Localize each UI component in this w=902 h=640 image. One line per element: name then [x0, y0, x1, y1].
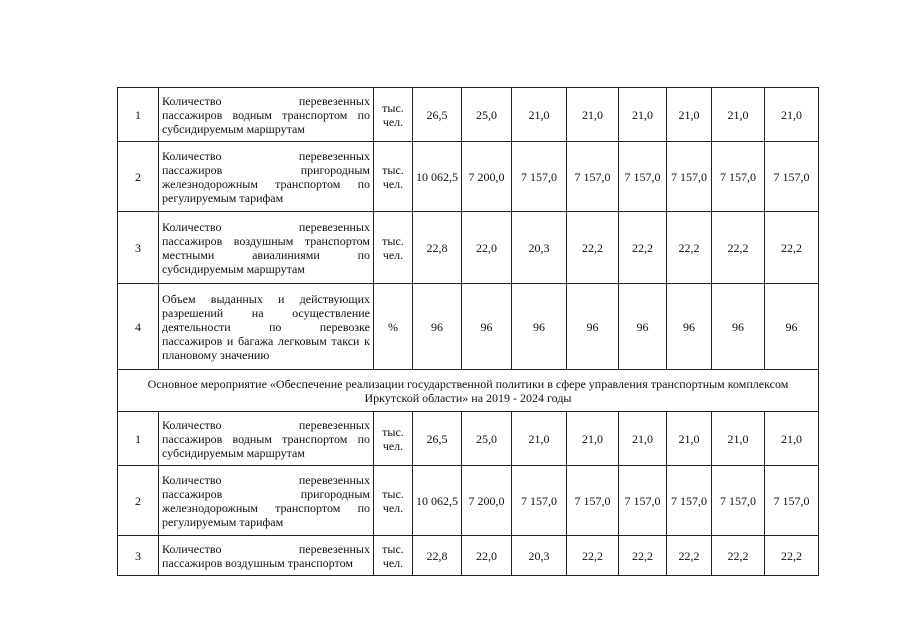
value-cell: 96: [667, 284, 712, 370]
indicator-name-line: Количество перевезенных: [162, 541, 370, 556]
value-cell: 22,2: [712, 536, 765, 576]
unit-cell: тыс. чел.: [374, 212, 413, 284]
indicator-name-line: пассажиров воздушным транспортом: [162, 233, 370, 248]
indicator-name-line: местными авиалиниями по: [162, 247, 370, 262]
value-cell: 96: [512, 284, 567, 370]
value-cell: 96: [567, 284, 619, 370]
value-cell: 22,2: [619, 212, 667, 284]
value-cell: 25,0: [462, 412, 512, 466]
row-number: 2: [118, 142, 159, 212]
indicator-name-line: пассажиров водным транспортом по субсидируемым маршрутам: [162, 431, 370, 460]
indicator-name-line: Количество перевезенных: [162, 472, 370, 487]
value-cell: 22,2: [765, 212, 819, 284]
value-cell: 7 157,0: [765, 142, 819, 212]
indicator-name: [159, 412, 374, 466]
indicator-name: [159, 284, 374, 370]
value-cell: 96: [462, 284, 512, 370]
value-cell: 22,2: [667, 536, 712, 576]
value-cell: 96: [712, 284, 765, 370]
indicator-name-line: пассажиров пригородным: [162, 486, 370, 501]
indicator-name-line: железнодорожным транспортом по регулируемым тарифам: [162, 500, 370, 529]
table-row: [118, 412, 819, 466]
value-cell: 7 157,0: [712, 466, 765, 536]
value-cell: 7 157,0: [567, 142, 619, 212]
value-cell: 20,3: [512, 536, 567, 576]
table-row: [118, 142, 819, 212]
unit-cell: тыс. чел.: [374, 142, 413, 212]
indicator-name-line: субсидируемым маршрутам: [162, 261, 305, 276]
table-row: [118, 88, 819, 142]
indicator-name-line: Количество перевезенных: [162, 219, 370, 234]
row-number: 4: [118, 284, 159, 370]
value-cell: 21,0: [619, 88, 667, 142]
indicator-name-line: пассажиров воздушным транспортом: [162, 555, 353, 570]
value-cell: 7 157,0: [512, 466, 567, 536]
value-cell: 22,0: [462, 536, 512, 576]
indicator-name-line: Объем выданных и действующих: [162, 291, 370, 306]
value-cell: 22,2: [619, 536, 667, 576]
value-cell: 7 157,0: [765, 466, 819, 536]
row-number: 3: [118, 212, 159, 284]
value-cell: 22,2: [567, 536, 619, 576]
unit-cell: %: [374, 284, 413, 370]
value-cell: 21,0: [765, 88, 819, 142]
indicator-name: [159, 466, 374, 536]
indicator-name-line: деятельности по перевозке: [162, 319, 370, 334]
indicator-name: [159, 88, 374, 142]
indicator-name-line: Количество перевезенных: [162, 93, 370, 108]
table-row: [118, 212, 819, 284]
value-cell: 7 157,0: [619, 142, 667, 212]
table-row: [118, 284, 819, 370]
value-cell: 21,0: [567, 412, 619, 466]
value-cell: 7 157,0: [512, 142, 567, 212]
value-cell: 96: [765, 284, 819, 370]
value-cell: 26,5: [413, 88, 462, 142]
indicator-name-line: железнодорожным транспортом по регулируемым тарифам: [162, 176, 370, 205]
indicator-name-line: пассажиров пригородным: [162, 162, 370, 177]
value-cell: 22,8: [413, 536, 462, 576]
indicator-name-line: разрешений на осуществление: [162, 305, 370, 320]
indicators-table: [117, 87, 819, 576]
indicator-name: [159, 212, 374, 284]
value-cell: 21,0: [512, 88, 567, 142]
value-cell: 22,2: [567, 212, 619, 284]
value-cell: 7 200,0: [462, 466, 512, 536]
value-cell: 21,0: [619, 412, 667, 466]
value-cell: 21,0: [765, 412, 819, 466]
value-cell: 21,0: [567, 88, 619, 142]
value-cell: 22,2: [765, 536, 819, 576]
value-cell: 22,2: [712, 212, 765, 284]
indicator-name-line: Количество перевезенных: [162, 417, 370, 432]
unit-cell: тыс. чел.: [374, 412, 413, 466]
indicator-name-line: Количество перевезенных: [162, 148, 370, 163]
section-title: Основное мероприятие «Обеспечение реализации государственной политики в сфере управления транспортным комплексом Иркутской области» на 2019 - 2024 годы: [118, 370, 819, 412]
value-cell: 7 157,0: [667, 142, 712, 212]
value-cell: 22,8: [413, 212, 462, 284]
unit-cell: тыс. чел.: [374, 88, 413, 142]
value-cell: 7 157,0: [567, 466, 619, 536]
value-cell: 7 200,0: [462, 142, 512, 212]
row-number: 1: [118, 88, 159, 142]
value-cell: 20,3: [512, 212, 567, 284]
indicator-name: [159, 142, 374, 212]
indicator-name: [159, 536, 374, 576]
row-number: 2: [118, 466, 159, 536]
value-cell: 21,0: [712, 88, 765, 142]
value-cell: 10 062,5: [413, 142, 462, 212]
value-cell: 7 157,0: [667, 466, 712, 536]
value-cell: 21,0: [512, 412, 567, 466]
row-number: 3: [118, 536, 159, 576]
section-header-row: [118, 370, 819, 412]
value-cell: 7 157,0: [619, 466, 667, 536]
value-cell: 22,0: [462, 212, 512, 284]
value-cell: 96: [619, 284, 667, 370]
table-row: [118, 536, 819, 576]
value-cell: 21,0: [667, 412, 712, 466]
indicator-name-line: пассажиров водным транспортом по субсидируемым маршрутам: [162, 107, 370, 136]
indicator-name-line: пассажиров и багажа легковым такси к плановому значению: [162, 333, 370, 362]
value-cell: 21,0: [712, 412, 765, 466]
value-cell: 96: [413, 284, 462, 370]
table-row: [118, 466, 819, 536]
value-cell: 25,0: [462, 88, 512, 142]
value-cell: 10 062,5: [413, 466, 462, 536]
value-cell: 22,2: [667, 212, 712, 284]
unit-cell: тыс. чел.: [374, 466, 413, 536]
row-number: 1: [118, 412, 159, 466]
value-cell: 26,5: [413, 412, 462, 466]
value-cell: 7 157,0: [712, 142, 765, 212]
unit-cell: тыс. чел.: [374, 536, 413, 576]
value-cell: 21,0: [667, 88, 712, 142]
